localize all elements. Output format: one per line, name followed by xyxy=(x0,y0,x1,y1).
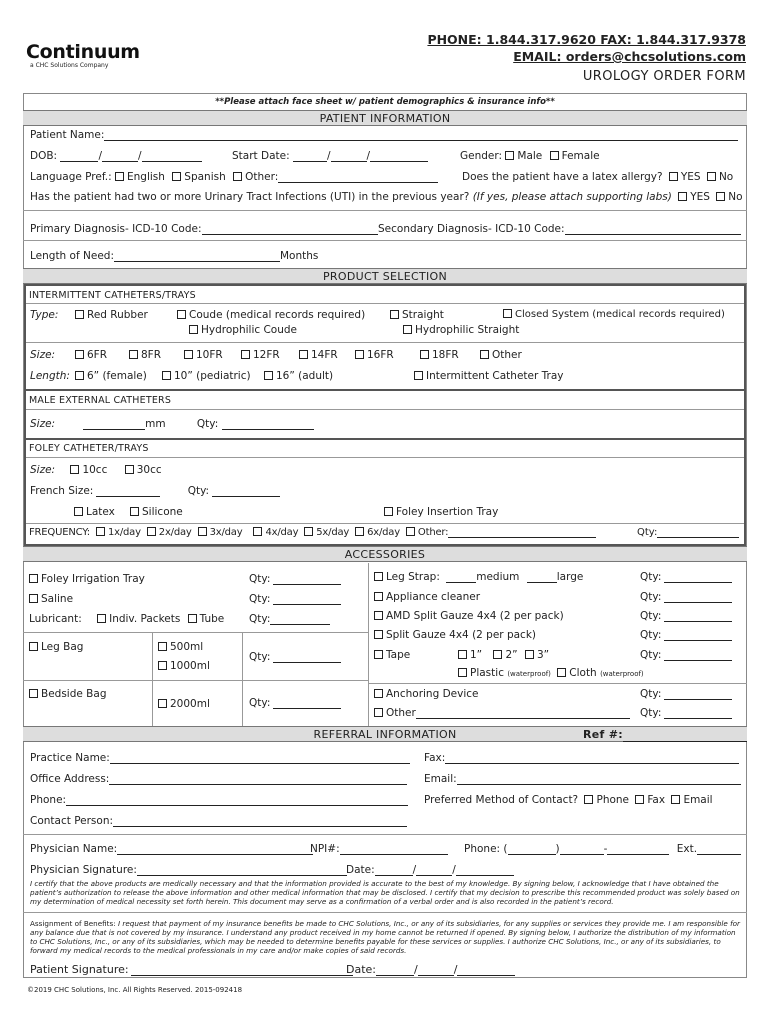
pref-phone-checkbox[interactable] xyxy=(584,795,593,804)
fax-row: Fax: xyxy=(424,752,739,764)
size-8fr-checkbox[interactable] xyxy=(129,350,138,359)
hydro-coude-checkbox[interactable] xyxy=(189,325,198,334)
red-rubber-option: Red Rubber xyxy=(75,309,148,321)
other-language-checkbox[interactable] xyxy=(233,172,242,181)
divider xyxy=(23,240,747,241)
accessories-heading: ACCESSORIES xyxy=(23,546,747,562)
size-10fr-checkbox[interactable] xyxy=(184,350,193,359)
bedside-bag-option: Bedside Bag xyxy=(29,688,106,700)
500ml-option: 500ml xyxy=(158,641,203,653)
male-external-heading: MALE EXTERNAL CATHETERS xyxy=(29,395,172,406)
leg-strap-qty-field[interactable] xyxy=(664,572,732,583)
male-checkbox[interactable] xyxy=(505,151,514,160)
size-14fr: 14FR xyxy=(299,349,338,361)
divider xyxy=(26,389,744,391)
1000ml-checkbox[interactable] xyxy=(158,661,167,670)
physician-area-code-field[interactable] xyxy=(508,844,556,855)
start-date-day[interactable] xyxy=(331,151,367,162)
size-label: Size: xyxy=(30,349,56,361)
silicone-checkbox[interactable] xyxy=(130,507,139,516)
dob-row: DOB: / / xyxy=(30,150,202,162)
physician-date-year[interactable] xyxy=(456,865,514,876)
appliance-cleaner-checkbox[interactable] xyxy=(374,592,383,601)
amd-gauze-checkbox[interactable] xyxy=(374,611,383,620)
preferred-contact-row: Preferred Method of Contact? Phone Fax Email xyxy=(424,794,713,806)
divider xyxy=(26,438,744,440)
lubricant-row: Lubricant: Indiv. Packets Tube xyxy=(29,613,225,625)
form-title: UROLOGY ORDER FORM xyxy=(582,69,746,84)
tape-checkbox[interactable] xyxy=(374,650,383,659)
french-size-field[interactable] xyxy=(96,486,160,497)
size-18fr-checkbox[interactable] xyxy=(420,350,429,359)
language-row: Language Pref.: English Spanish Other: xyxy=(30,171,438,183)
start-date-year[interactable] xyxy=(370,151,428,162)
length-adult-checkbox[interactable] xyxy=(264,371,273,380)
saline-option: Saline xyxy=(29,593,73,605)
gender-row: Gender: Male Female xyxy=(460,150,600,162)
foley-irrigation-qty-field[interactable] xyxy=(273,574,341,585)
divider xyxy=(368,683,747,684)
phone-fax-line: PHONE: 1.844.317.9620 FAX: 1.844.317.9378 xyxy=(427,32,746,47)
external-size-field[interactable] xyxy=(83,419,145,430)
size-10fr: 10FR xyxy=(184,349,223,361)
practice-name-row: Practice Name: xyxy=(30,752,410,764)
office-address-row: Office Address: xyxy=(30,773,407,785)
divider xyxy=(23,680,368,681)
phone-field[interactable] xyxy=(66,795,408,806)
frequency-qty: Qty: xyxy=(637,527,739,538)
latex-checkbox[interactable] xyxy=(74,507,83,516)
tape-qty: Qty: xyxy=(640,649,732,661)
freq-other-checkbox[interactable] xyxy=(406,527,415,536)
leg-bag-option: Leg Bag xyxy=(29,641,83,653)
saline-checkbox[interactable] xyxy=(29,594,38,603)
medium-qty-field[interactable] xyxy=(446,572,476,583)
english-checkbox[interactable] xyxy=(115,172,124,181)
email-field[interactable] xyxy=(457,774,741,785)
length-pediatric: 10” (pediatric) xyxy=(162,370,251,382)
divider xyxy=(368,563,369,726)
leg-strap-row: Leg Strap: medium large xyxy=(374,571,583,583)
amd-gauze-qty: Qty: xyxy=(640,610,732,622)
start-date-row: Start Date: / / xyxy=(232,150,428,162)
hydro-straight-option: Hydrophilic Straight xyxy=(403,324,519,336)
physician-date-field[interactable] xyxy=(375,865,413,876)
1000ml-option: 1000ml xyxy=(158,660,210,672)
2000ml-option: 2000ml xyxy=(158,698,210,710)
female-checkbox[interactable] xyxy=(550,151,559,160)
size-16fr-checkbox[interactable] xyxy=(355,350,364,359)
foley-size-row: Size: 10cc 30cc xyxy=(30,464,162,476)
physician-name-field[interactable] xyxy=(117,844,313,855)
leg-bag-qty-field[interactable] xyxy=(273,652,341,663)
external-size-row: Size: mm Qty: xyxy=(30,418,314,430)
length-label: Length: xyxy=(30,370,70,382)
split-gauze-checkbox[interactable] xyxy=(374,630,383,639)
physician-phone-row: Phone: ( ) - Ext. xyxy=(464,843,741,855)
saline-qty: Qty: xyxy=(249,593,341,605)
divider xyxy=(26,457,744,458)
logo-name: Continuum xyxy=(26,41,140,63)
cloth-checkbox[interactable] xyxy=(557,668,566,677)
divider xyxy=(23,210,747,211)
hydro-straight-checkbox[interactable] xyxy=(403,325,412,334)
saline-qty-field[interactable] xyxy=(273,594,341,605)
latex-yes-checkbox[interactable] xyxy=(669,172,678,181)
length-female-checkbox[interactable] xyxy=(75,371,84,380)
contact-person-row: Contact Person: xyxy=(30,815,407,827)
size-14fr-checkbox[interactable] xyxy=(299,350,308,359)
appliance-cleaner-option: Appliance cleaner xyxy=(374,591,480,603)
patient-name-row: Patient Name: xyxy=(30,129,738,141)
anchoring-option: Anchoring Device xyxy=(374,688,479,700)
fax-field[interactable] xyxy=(445,753,739,764)
physician-signature-row: Physician Signature: xyxy=(30,864,347,876)
secondary-dx-row: Secondary Diagnosis- ICD-10 Code: xyxy=(378,223,741,235)
physician-phone-field[interactable] xyxy=(560,844,604,855)
other-accessory-field[interactable] xyxy=(416,708,630,719)
physician-date-day[interactable] xyxy=(416,865,452,876)
office-address-field[interactable] xyxy=(109,774,407,785)
size-18fr: 18FR xyxy=(420,349,459,361)
physician-phone-suffix[interactable] xyxy=(607,844,669,855)
coude-option: Coude (medical records required) xyxy=(177,309,365,321)
length-need-field[interactable] xyxy=(114,251,280,262)
tape-1in-checkbox[interactable] xyxy=(458,650,467,659)
split-gauze-qty-field[interactable] xyxy=(664,630,732,641)
size-16fr: 16FR xyxy=(355,349,394,361)
intermittent-tray-option: Intermittent Catheter Tray xyxy=(414,370,563,382)
type-row: Type: xyxy=(30,309,59,321)
divider xyxy=(242,632,243,726)
other-language-field[interactable] xyxy=(278,172,438,183)
primary-dx-field[interactable] xyxy=(202,224,378,235)
freq-1x-checkbox[interactable] xyxy=(96,527,105,536)
patient-date-field[interactable] xyxy=(376,965,414,976)
lubricant-qty-field[interactable] xyxy=(270,614,330,625)
dob-year[interactable] xyxy=(142,151,202,162)
divider xyxy=(23,834,747,835)
patient-info-heading: PATIENT INFORMATION xyxy=(23,110,747,126)
spanish-checkbox[interactable] xyxy=(172,172,181,181)
tape-material-row: Plastic (waterproof) Cloth (waterproof) xyxy=(458,667,644,679)
foley-irrigation-option: Foley Irrigation Tray xyxy=(29,573,145,585)
patient-name-field[interactable] xyxy=(104,130,738,141)
email-row: Email: xyxy=(424,773,741,785)
assignment-of-benefits: Assignment of Benefits: I request that payment of my insurance benefits be made to CHC Solutions, Inc., or any of its subsidiaries, for any supplies or services they provide me. I am responsible for any balance due that is not covered by my insurance. I understand any product received in my home cannot be returned if opened. By signing below, I authorize the distribution of my information to CHC Solutions, Inc., or any of its subsidiaries, which may be needed to determine benefits payable for these services or supplies. I authorize CHC Solutions, Inc., or any of its subsidiaries, to forward my medical records to the medical professionals in my care and/or make copies of said records. xyxy=(30,919,740,955)
size-12fr-checkbox[interactable] xyxy=(241,350,250,359)
email-line: EMAIL: orders@chcsolutions.com xyxy=(513,49,746,64)
uti-no-checkbox[interactable] xyxy=(716,192,725,201)
straight-checkbox[interactable] xyxy=(390,310,399,319)
other-accessory-qty-field[interactable] xyxy=(664,708,732,719)
closed-system-option: Closed System (medical records required) xyxy=(503,309,725,320)
patient-date-year[interactable] xyxy=(457,965,515,976)
start-date-field[interactable] xyxy=(293,151,327,162)
tape-3in-checkbox[interactable] xyxy=(525,650,534,659)
attach-note: **Please attach face sheet w/ patient demographics & insurance info** xyxy=(215,97,555,107)
pref-email-checkbox[interactable] xyxy=(671,795,680,804)
split-gauze-option: Split Gauze 4x4 (2 per pack) xyxy=(374,629,536,641)
freq-6x-checkbox[interactable] xyxy=(355,527,364,536)
french-size-row: French Size: Qty: xyxy=(30,485,280,497)
length-female: 6” (female) xyxy=(75,370,147,382)
leg-strap-checkbox[interactable] xyxy=(374,572,383,581)
lubricant-qty: Qty: xyxy=(249,613,330,625)
other-accessory-qty: Qty: xyxy=(640,707,732,719)
patient-signature-field[interactable] xyxy=(131,965,353,976)
appliance-cleaner-qty: Qty: xyxy=(640,591,732,603)
anchoring-qty: Qty: xyxy=(640,688,732,700)
uti-yes-checkbox[interactable] xyxy=(678,192,687,201)
dob-field[interactable] xyxy=(60,151,98,162)
coude-checkbox[interactable] xyxy=(177,310,186,319)
tape-2in-checkbox[interactable] xyxy=(493,650,502,659)
straight-option: Straight xyxy=(390,309,444,321)
foley-tray-option: Foley Insertion Tray xyxy=(384,506,498,518)
freq-4x-checkbox[interactable] xyxy=(253,527,262,536)
foley-qty-field[interactable] xyxy=(212,486,280,497)
bedside-bag-qty: Qty: xyxy=(249,697,341,709)
length-need-row: Length of Need: Months xyxy=(30,250,319,262)
uti-row: Has the patient had two or more Urinary Tract Infections (UTI) in the previous year? (If yes, please attach supporting labs) YES No xyxy=(30,191,743,203)
primary-dx-row: Primary Diagnosis- ICD-10 Code: xyxy=(30,223,378,235)
closed-system-checkbox[interactable] xyxy=(503,309,512,318)
freq-3x-checkbox[interactable] xyxy=(198,527,207,536)
external-qty-field[interactable] xyxy=(222,419,314,430)
dob-day[interactable] xyxy=(102,151,138,162)
patient-date-day[interactable] xyxy=(418,965,454,976)
other-accessory-checkbox[interactable] xyxy=(374,708,383,717)
latex-no-checkbox[interactable] xyxy=(707,172,716,181)
latex-option: Latex xyxy=(74,506,115,518)
intermittent-heading: INTERMITTENT CATHETERS/TRAYS xyxy=(29,290,196,301)
foley-irrigation-checkbox[interactable] xyxy=(29,574,38,583)
divider xyxy=(26,409,744,410)
practice-name-field[interactable] xyxy=(110,753,410,764)
patient-signature-row: Patient Signature: xyxy=(30,963,353,976)
anchoring-checkbox[interactable] xyxy=(374,689,383,698)
patient-date-row: Date: / / xyxy=(346,963,515,976)
length-pediatric-checkbox[interactable] xyxy=(162,371,171,380)
divider xyxy=(26,523,744,524)
appliance-cleaner-qty-field[interactable] xyxy=(664,592,732,603)
size-8fr: 8FR xyxy=(129,349,161,361)
frequency-qty-field[interactable] xyxy=(657,527,739,538)
physician-signature-field[interactable] xyxy=(137,865,347,876)
hydro-coude-option: Hydrophilic Coude xyxy=(189,324,297,336)
size-other: Other xyxy=(480,349,522,361)
tape-sizes: 1” 2” 3” xyxy=(458,649,549,661)
length-adult: 16” (adult) xyxy=(264,370,333,382)
phone-row: Phone: xyxy=(30,794,408,806)
tape-option: Tape xyxy=(374,649,410,661)
referral-heading: REFERRAL INFORMATION Ref #: xyxy=(23,726,747,742)
size-6fr: 6FR xyxy=(75,349,107,361)
secondary-dx-field[interactable] xyxy=(565,224,741,235)
frequency-row: FREQUENCY: 1x/day 2x/day 3x/day 4x/day 5x/day 6x/day Other: xyxy=(29,527,596,538)
npi-row: NPI#: xyxy=(310,843,448,855)
divider xyxy=(23,632,368,633)
contact-person-field[interactable] xyxy=(113,816,407,827)
indiv-packets-checkbox[interactable] xyxy=(97,614,106,623)
footer-copyright: ©2019 CHC Solutions, Inc. All Rights Reserved. 2015-092418 xyxy=(27,986,243,994)
intermittent-tray-checkbox[interactable] xyxy=(414,371,423,380)
physician-ext-field[interactable] xyxy=(697,844,741,855)
500ml-checkbox[interactable] xyxy=(158,642,167,651)
foley-heading: FOLEY CATHETER/TRAYS xyxy=(29,443,149,454)
amd-gauze-qty-field[interactable] xyxy=(664,611,732,622)
30cc-checkbox[interactable] xyxy=(125,465,134,474)
divider xyxy=(152,632,153,726)
latex-allergy-row: Does the patient have a latex allergy? YES No xyxy=(462,171,734,183)
ref-number: Ref #: xyxy=(583,727,747,742)
logo-subtitle: a CHC Solutions Company xyxy=(30,62,109,69)
size-6fr-checkbox[interactable] xyxy=(75,350,84,359)
bedside-bag-qty-field[interactable] xyxy=(273,698,341,709)
anchoring-qty-field[interactable] xyxy=(664,689,732,700)
tape-qty-field[interactable] xyxy=(664,650,732,661)
physician-name-row: Physician Name: xyxy=(30,843,313,855)
product-selection-heading: PRODUCT SELECTION xyxy=(23,268,747,284)
leg-bag-qty: Qty: xyxy=(249,651,341,663)
pref-fax-checkbox[interactable] xyxy=(635,795,644,804)
bedside-bag-checkbox[interactable] xyxy=(29,689,38,698)
red-rubber-checkbox[interactable] xyxy=(75,310,84,319)
split-gauze-qty: Qty: xyxy=(640,629,732,641)
freq-2x-checkbox[interactable] xyxy=(147,527,156,536)
amd-gauze-option: AMD Split Gauze 4x4 (2 per pack) xyxy=(374,610,564,622)
10cc-checkbox[interactable] xyxy=(70,465,79,474)
divider xyxy=(23,912,747,913)
foley-irrigation-qty: Qty: xyxy=(249,573,341,585)
divider xyxy=(26,342,744,343)
ref-number-field[interactable] xyxy=(623,732,747,742)
leg-strap-qty: Qty: xyxy=(640,571,732,583)
silicone-option: Silicone xyxy=(130,506,183,518)
plastic-checkbox[interactable] xyxy=(458,668,467,677)
freq-5x-checkbox[interactable] xyxy=(304,527,313,536)
tube-checkbox[interactable] xyxy=(188,614,197,623)
divider xyxy=(26,303,744,304)
leg-bag-checkbox[interactable] xyxy=(29,642,38,651)
physician-date-row: Date: / / xyxy=(346,864,514,876)
freq-other-field[interactable] xyxy=(448,527,596,538)
logo xyxy=(26,42,140,69)
2000ml-checkbox[interactable] xyxy=(158,699,167,708)
npi-field[interactable] xyxy=(340,844,448,855)
large-qty-field[interactable] xyxy=(527,572,557,583)
foley-tray-checkbox[interactable] xyxy=(384,507,393,516)
size-12fr: 12FR xyxy=(241,349,280,361)
size-other-checkbox[interactable] xyxy=(480,350,489,359)
certification-text: I certify that the above products are medically necessary and that the information provided is accurate to the best of my knowledge. By signing below, I acknowledge that I have obtained the patient’s authorization to release the above information and other medical information that may be disclosed. I certify that my decision to prescribe this recommended product was solely based on my determination of medical necessity set forth herein. This document may serve as a confirmation of a verbal order and is also recorded in the patient’s record. xyxy=(30,879,740,906)
other-accessory-option: Other xyxy=(374,707,630,719)
